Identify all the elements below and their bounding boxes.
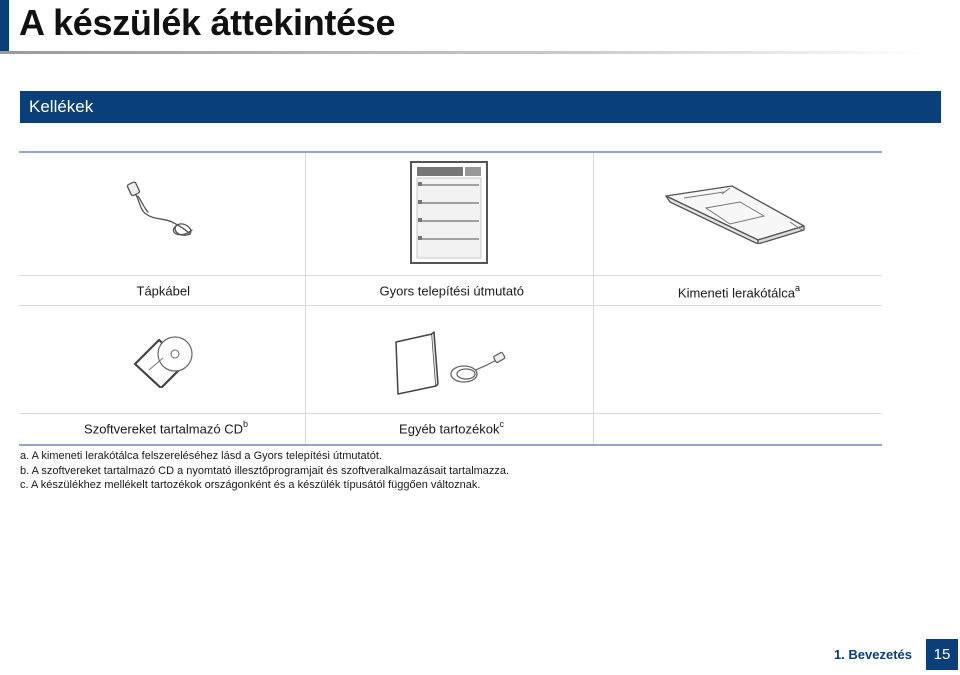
column-divider bbox=[305, 153, 306, 444]
footnote-a: a. A kimeneti lerakótálca felszereléséhez lásd a Gyors telepítési útmutatót. bbox=[20, 450, 382, 462]
title-divider bbox=[0, 51, 930, 54]
footnote-b: b. A szoftvereket tartalmazó CD a nyomtató illesztőprogramjait és szoftveralkalmazásait tartalmazza. bbox=[20, 464, 510, 477]
accessories-icon bbox=[392, 330, 510, 396]
item-label-power-cable: Tápkábel bbox=[136, 283, 190, 299]
title-accent-bar bbox=[0, 0, 9, 52]
software-cd-icon bbox=[133, 336, 199, 388]
item-label-accessories: Egyéb tartozékok$^c$ bbox=[399, 419, 504, 437]
chapter-label[interactable]: 1. Bevezetés bbox=[833, 647, 912, 662]
page-title: A készülék áttekintése bbox=[19, 2, 396, 43]
section-header bbox=[20, 91, 941, 123]
section-title: Kellékek bbox=[29, 97, 94, 116]
item-label-software-cd: Szoftvereket tartalmazó $CD^b$ bbox=[84, 419, 248, 437]
table-top-rule bbox=[19, 151, 882, 153]
row-divider bbox=[19, 305, 882, 306]
footnotes bbox=[20, 449, 509, 493]
item-label-quick-guide: Gyors telepítési útmutató bbox=[379, 283, 524, 299]
column-divider bbox=[593, 153, 594, 444]
quick-guide-icon bbox=[410, 161, 488, 264]
table-bottom-rule bbox=[19, 444, 882, 446]
footnote-c: c. A készülékhez mellékelt tartozékok országonként és a készülék típusától függően változnak. bbox=[20, 479, 481, 491]
power-cable-icon bbox=[120, 180, 200, 242]
output-tray-icon bbox=[662, 182, 810, 244]
row-divider bbox=[19, 413, 882, 414]
item-label-output-tray: Kimeneti lerakótálca$^a$ bbox=[677, 283, 800, 301]
row-divider bbox=[19, 275, 882, 276]
page-number: 15 bbox=[926, 639, 958, 670]
